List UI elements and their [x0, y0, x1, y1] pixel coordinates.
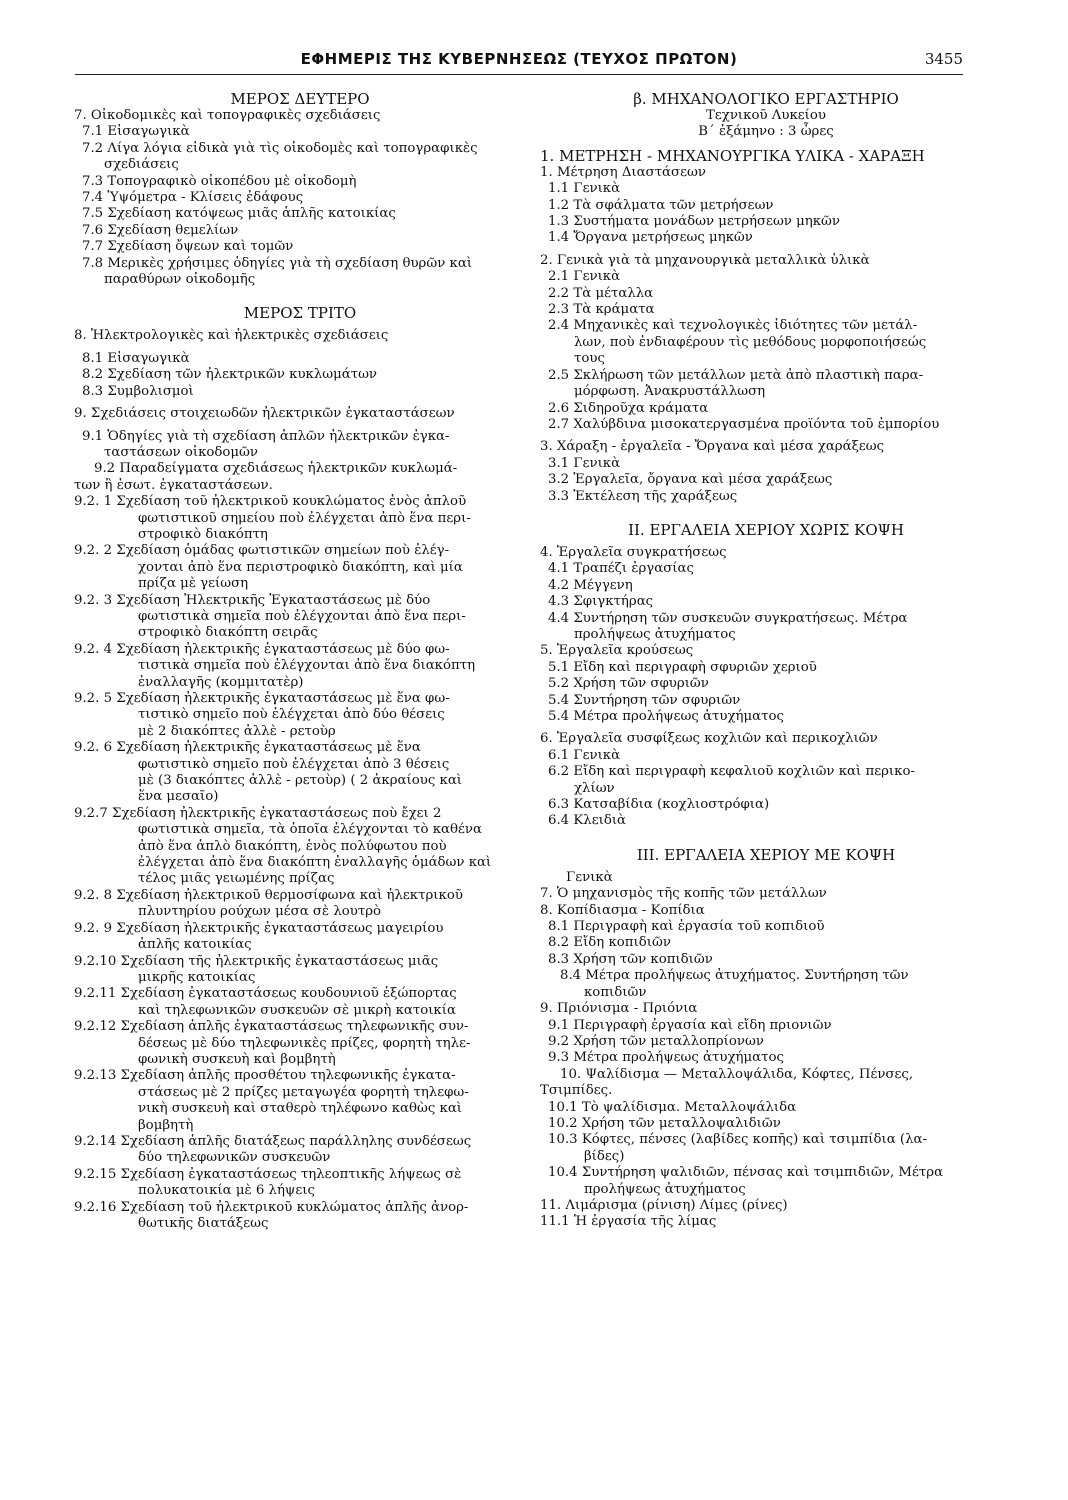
- toc-line: 8.2 Εἴδη κοπιδιῶν: [548, 935, 671, 951]
- section-heading: 1. ΜΕΤΡΗΣΗ - ΜΗΧΑΝΟΥΡΓΙΚΑ ΥΛΙΚΑ - ΧΑΡΑΞΗ: [540, 146, 925, 165]
- toc-line: 9.2.11 Σχεδίαση ἐγκαταστάσεως κουδουνιοῦ ἐξώπορτας: [74, 986, 457, 1002]
- toc-line: Β΄ ἐξάμηνο : 3 ὧρες: [698, 124, 834, 140]
- toc-line: 9.2.14 Σχεδίαση ἁπλῆς διατάξεως παράλληλης συνδέσεως: [74, 1133, 472, 1149]
- toc-line: 9.2. 3 Σχεδίαση Ἠλεκτρικῆς Ἐγκαταστάσεως μὲ δύο: [74, 592, 431, 608]
- toc-line: 3.3 Ἐκτέλεση τῆς χαράξεως: [548, 488, 738, 504]
- toc-line: ἁπλῆς κατοικίας: [138, 937, 252, 953]
- toc-line: 2.1 Γενικὰ: [548, 269, 621, 285]
- toc-line: 7. Οἰκοδομικὲς καὶ τοπογραφικὲς σχεδιάσεις: [74, 108, 381, 123]
- toc-line: Τεχνικοῦ Λυκείου: [706, 108, 826, 123]
- toc-line: 5.4 Μέτρα προλήψεως ἀτυχήματος: [548, 709, 784, 724]
- toc-line: 2.5 Σκλήρωση τῶν μετάλλων μετὰ ἀπὸ πλαστικὴ παρα-: [548, 367, 924, 383]
- toc-line: 4.2 Μέγγενη: [548, 577, 633, 593]
- toc-line: 2.7 Χαλύβδινα μισοκατεργασμένα προϊόντα τοῦ ἐμπορίου: [548, 416, 940, 432]
- right-column: [540, 90, 992, 1231]
- toc-line: 2.4 Μηχανικὲς καὶ τεχνολογικὲς ἰδιότητες τῶν μετάλ-: [548, 318, 918, 334]
- toc-line: 5.4 Συντήρηση τῶν σφυριῶν: [548, 692, 741, 708]
- toc-line: 10.3 Κόφτες, πένσες (λαβίδες κοπῆς) καὶ τσιμπίδια (λα-: [548, 1132, 928, 1148]
- toc-line: τιστικὰ σημεῖα ποὺ ἐλέγχονται ἀπὸ ἕνα διακόπτη: [138, 658, 476, 674]
- toc-line: καὶ τηλεφωνικῶν συσκευῶν σὲ μικρὴ κατοικία: [138, 1002, 456, 1018]
- toc-line: Γενικὰ: [566, 869, 613, 885]
- toc-line: τιστικὸ σημεῖο ποὺ ἐλέγχεται ἀπὸ δύο θέσεις: [138, 707, 445, 723]
- toc-line: τέλος μιᾶς γειωμένης πρίζας: [138, 871, 335, 887]
- gazette-title: ΕΦΗΜΕΡΙΣ ΤΗΣ ΚΥΒΕΡΝΗΣΕΩΣ (ΤΕΥΧΟΣ ΠΡΩΤΟΝ): [300, 50, 738, 68]
- toc-line: 10.4 Συντήρηση ψαλιδιῶν, πένσας καὶ τσιμπιδιῶν, Μέτρα: [548, 1165, 944, 1181]
- toc-line: στάσεως μὲ 2 πρίζες μεταγωγέα φορητὴ τηλεφω-: [138, 1084, 469, 1100]
- toc-line: φωτιστικὰ σημεῖα ποὺ ἐλέγχονται ἀπὸ ἕνα περι-: [138, 608, 466, 624]
- toc-line: 11.1 Ἡ ἐργασία τῆς λίμας: [540, 1214, 717, 1230]
- toc-line: 2.3 Τὰ κράματα: [548, 302, 655, 318]
- toc-line: 1.3 Συστήματα μονάδων μετρήσεων μηκῶν: [548, 214, 840, 230]
- toc-line: 10.1 Τὸ ψαλίδισμα. Μεταλλοψάλιδα: [548, 1099, 797, 1115]
- toc-line: 9.2.16 Σχεδίαση τοῦ ἠλεκτρικοῦ κυκλώματος ἁπλῆς ἀνορ-: [74, 1199, 469, 1215]
- toc-line: μὲ 2 διακόπτες ἀλλὲ - ρετοὺρ: [138, 723, 336, 739]
- toc-line: 11. Λιμάρισμα (ρίνιση) Λίμες (ρίνες): [540, 1197, 788, 1213]
- section-heading: ΜΕΡΟΣ ΔΕΥΤΕΡΟ: [230, 90, 370, 108]
- toc-line: 2.2 Τὰ μέταλλα: [548, 285, 654, 301]
- toc-line: 7.2 Λίγα λόγια εἰδικὰ γιὰ τὶς οἰκοδομὲς καὶ τοπογραφικὲς: [82, 140, 478, 156]
- toc-line: μόρφωση. Ἀνακρυστάλλωση: [574, 384, 766, 400]
- toc-line: 3.1 Γενικὰ: [548, 455, 621, 471]
- toc-line: 9.2 Χρήση τῶν μεταλλοπρίονων: [548, 1033, 764, 1049]
- toc-line: 6. Ἐργαλεῖα συσφίξεως κοχλιῶν καὶ περικοχλιῶν: [540, 731, 878, 747]
- toc-line: 4. Ἐργαλεῖα συγκρατήσεως: [540, 544, 727, 560]
- toc-line: φωνικὴ συσκευὴ καὶ βομβητὴ: [138, 1051, 336, 1067]
- toc-line: μικρῆς κατοικίας: [138, 969, 256, 985]
- toc-line: φωτιστικοῦ σημείου ποὺ ἐλέγχεται ἀπὸ ἕνα περι-: [138, 510, 471, 526]
- toc-line: 8. Ἠλεκτρολογικὲς καὶ ἠλεκτρικὲς σχεδιάσεις: [74, 328, 389, 344]
- section-heading: β. ΜΗΧΑΝΟΛΟΓΙΚΟ ΕΡΓΑΣΤΗΡΙΟ: [633, 90, 899, 108]
- toc-line: 4.3 Σφιγκτήρας: [548, 594, 654, 610]
- section-heading: ΙΙ. ΕΡΓΑΛΕΙΑ ΧΕΡΙΟΥ ΧΩΡΙΣ ΚΟΨΗ: [628, 520, 904, 539]
- toc-line: χονται ἀπὸ ἕνα περιστροφικὸ διακόπτη, καὶ μία: [138, 559, 463, 575]
- toc-line: 8.1 Εἰσαγωγικὰ: [82, 350, 190, 366]
- toc-line: 1.4 Ὄργανα μετρήσεως μηκῶν: [548, 230, 753, 246]
- toc-line: 7.4 Ὑψόμετρα - Κλίσεις ἐδάφους: [82, 190, 304, 206]
- toc-line: παραθύρων οἰκοδομῆς: [104, 272, 256, 288]
- page-header: [75, 48, 963, 75]
- toc-line: χλίων: [574, 780, 615, 796]
- toc-line: πλυντηρίου ρούχων μέσα σὲ λουτρὸ: [138, 904, 382, 920]
- toc-line: 9.2. 5 Σχεδίαση ἠλεκτρικῆς ἐγκαταστάσεως μὲ ἕνα φω-: [74, 691, 450, 706]
- toc-line: 1. Μέτρηση Διαστάσεων: [540, 164, 706, 180]
- toc-line: δέσεως μὲ δύο τηλεφωνικὲς πρίζες, φορητὴ τηλε-: [138, 1035, 471, 1051]
- toc-line: 7.1 Εἰσαγωγικὰ: [82, 124, 190, 140]
- toc-line: 9.2. 1 Σχεδίαση τοῦ ἠλεκτρικοῦ κουκλώματος ἑνὸς ἁπλοῦ: [74, 494, 467, 510]
- toc-line: 2.6 Σιδηροῦχα κράματα: [548, 400, 709, 416]
- toc-line: 9.2.12 Σχεδίαση ἁπλῆς ἐγκαταστάσεως τηλεφωνικῆς συν-: [74, 1019, 469, 1035]
- toc-line: προλήψεως ἀτυχήματος: [574, 626, 736, 642]
- toc-line: 7. Ὁ μηχανισμὸς τῆς κοπῆς τῶν μετάλλων: [540, 886, 827, 902]
- toc-line: μὲ (3 διακόπτες ἀλλὲ - ρετοὺρ) ( 2 ἀκραίους καὶ: [138, 773, 463, 789]
- toc-line: 8.3 Χρήση τῶν κοπιδιῶν: [548, 951, 713, 967]
- toc-line: 8.1 Περιγραφὴ καὶ ἐργασία τοῦ κοπιδιοῦ: [548, 919, 825, 935]
- toc-line: δύο τηλεφωνικῶν συσκευῶν: [138, 1150, 331, 1166]
- toc-line: 9.2. 4 Σχεδίαση ἠλεκτρικῆς ἐγκαταστάσεως μὲ δύο φω-: [74, 641, 450, 657]
- toc-line: ταστάσεων οἰκοδομῶν: [104, 444, 258, 460]
- toc-line: τους: [574, 351, 605, 367]
- toc-line: στροφικὸ διακόπτη: [138, 526, 268, 542]
- toc-line: 5. Ἐργαλεῖα κρούσεως: [540, 643, 694, 659]
- toc-line: 9.2.10 Σχεδίαση τῆς ἠλεκτρικῆς ἐγκαταστάσεως μιᾶς: [74, 953, 439, 969]
- toc-line: 9.2.13 Σχεδίαση ἁπλῆς προσθέτου τηλεφωνικῆς ἐγκατα-: [74, 1068, 456, 1084]
- toc-line: ἐλέγχεται ἀπὸ ἕνα διακόπτη ἐναλλαγῆς ὁμάδων καὶ: [138, 855, 492, 871]
- toc-line: 9. Σχεδιάσεις στοιχειωδῶν ἠλεκτρικῶν ἐγκαταστάσεων: [74, 406, 455, 422]
- toc-line: 6.4 Κλειδιὰ: [548, 813, 627, 829]
- toc-line: 9.1 Περιγραφὴ ἐργασία καὶ εἴδη πριονιῶν: [548, 1017, 832, 1033]
- toc-line: σχεδιάσεις: [104, 157, 179, 173]
- toc-line: βομβητὴ: [138, 1117, 194, 1133]
- toc-line: 9.2.15 Σχεδίαση ἐγκαταστάσεως τηλεοπτικῆς λήψεως σὲ: [74, 1166, 462, 1182]
- toc-line: 9.1 Ὁδηγίες γιὰ τὴ σχεδίαση ἁπλῶν ἠλεκτρικῶν ἐγκα-: [82, 428, 450, 444]
- toc-line: πρίζα μὲ γείωση: [138, 576, 249, 592]
- toc-line: θωτικῆς διατάξεως: [138, 1216, 269, 1231]
- toc-line: πολυκατοικία μὲ 6 λήψεις: [138, 1183, 315, 1199]
- toc-line: 9. Πριόνισμα - Πριόνια: [540, 1001, 698, 1017]
- toc-line: λων, ποὺ ἐνδιαφέρουν τὶς μεθόδους μορφοποιήσεώς: [574, 334, 927, 350]
- toc-line: 9.2.7 Σχεδίαση ἠλεκτρικῆς ἐγκαταστάσεως ποὺ ἔχει 2: [74, 805, 442, 821]
- toc-line: 6.2 Εἴδη καὶ περιγραφὴ κεφαλιοῦ κοχλιῶν καὶ περικο-: [548, 764, 915, 780]
- toc-line: 8.4 Μέτρα προλήψεως ἀτυχήματος. Συντήρηση τῶν: [560, 968, 909, 984]
- toc-line: 6.3 Κατσαβίδια (κοχλιοστρόφια): [548, 797, 770, 813]
- toc-line: 3. Χάραξη - ἐργαλεῖα - Ὄργανα καὶ μέσα χαράξεως: [540, 439, 885, 455]
- left-column: [74, 90, 526, 1232]
- toc-line: 1.2 Τὰ σφάλματα τῶν μετρήσεων: [548, 197, 774, 213]
- toc-line: στροφικὸ διακόπτη σειρᾶς: [138, 625, 318, 641]
- page-number: 3455: [924, 50, 963, 68]
- toc-line: 1.1 Γενικὰ: [548, 181, 621, 197]
- toc-line: 10.2 Χρήση τῶν μεταλλοψαλιδιῶν: [548, 1115, 781, 1131]
- toc-line: 7.7 Σχεδίαση ὄψεων καὶ τομῶν: [82, 239, 294, 255]
- toc-line: φωτιστικὰ σημεῖα, τὰ ὁποῖα ἐλέγχονται τὸ καθένα: [138, 822, 482, 838]
- toc-line: Τσιμπίδες.: [540, 1083, 613, 1099]
- section-heading: ΙΙΙ. ΕΡΓΑΛΕΙΑ ΧΕΡΙΟΥ ΜΕ ΚΟΨΗ: [636, 845, 896, 864]
- toc-line: νικὴ συσκευὴ καὶ σταθερὸ τηλέφωνο καθὼς καὶ: [138, 1101, 463, 1117]
- toc-line: 5.1 Εἴδη καὶ περιγραφὴ σφυριῶν χεριοῦ: [548, 659, 817, 675]
- toc-line: 2. Γενικὰ γιὰ τὰ μηχανουργικὰ μεταλλικὰ ὑλικὰ: [540, 252, 870, 268]
- toc-line: 8.3 Συμβολισμοὶ: [82, 383, 194, 399]
- toc-line: 4.1 Τραπέζι ἐργασίας: [548, 561, 694, 577]
- toc-line: 9.2. 8 Σχεδίαση ἠλεκτρικοῦ θερμοσίφωνα καὶ ἠλεκτρικοῦ: [74, 887, 463, 903]
- toc-line: των ἢ ἐσωτ. ἐγκαταστάσεων.: [74, 477, 273, 493]
- toc-line: προλήψεως ἀτυχήματος: [584, 1181, 746, 1197]
- toc-line: κοπιδιῶν: [584, 984, 647, 1000]
- toc-line: ἐναλλαγῆς (κομμιτατὲρ): [138, 674, 304, 690]
- section-heading: ΜΕΡΟΣ ΤΡΙΤΟ: [243, 304, 357, 323]
- toc-line: 9.3 Μέτρα προλήψεως ἀτυχήματος: [548, 1050, 784, 1066]
- toc-line: 3.2 Ἐργαλεῖα, ὄργανα καὶ μέσα χαράξεως: [548, 472, 833, 488]
- toc-line: 9.2. 2 Σχεδίαση ὁμάδας φωτιστικῶν σημείων ποὺ ἐλέγ-: [74, 543, 450, 559]
- toc-line: 7.8 Μερικὲς χρήσιμες ὁδηγίες γιὰ τὴ σχεδίαση θυρῶν καὶ: [82, 255, 473, 271]
- toc-line: φωτιστικὸ σημεῖο ποὺ ἐλέγχεται ἀπὸ 3 θέσεις: [138, 756, 450, 772]
- toc-line: ἕνα μεσαῖο): [138, 789, 219, 805]
- toc-line: 6.1 Γενικὰ: [548, 747, 621, 763]
- toc-line: ἀπὸ ἕνα ἁπλὸ διακόπτη, ἑνὸς πολύφωτου ποὺ: [138, 838, 447, 854]
- toc-line: 7.3 Τοπογραφικὸ οἰκοπέδου μὲ οἰκοδομὴ: [82, 173, 357, 189]
- toc-line: 8.2 Σχεδίαση τῶν ἠλεκτρικῶν κυκλωμάτων: [82, 367, 378, 383]
- toc-line: 9.2. 9 Σχεδίαση ἠλεκτρικῆς ἐγκαταστάσεως μαγειρίου: [74, 920, 444, 936]
- toc-line: 10. Ψαλίδισμα — Μεταλλοψάλιδα, Κόφτες, Πένσες,: [560, 1066, 914, 1082]
- toc-line: βίδες): [584, 1148, 625, 1164]
- toc-line: 9.2 Παραδείγματα σχεδιάσεως ἠλεκτρικῶν κυκλωμά-: [94, 461, 458, 477]
- toc-line: 7.5 Σχεδίαση κατόψεως μιᾶς ἁπλῆς κατοικίας: [82, 206, 396, 222]
- toc-line: 4.4 Συντήρηση τῶν συσκευῶν συγκρατήσεως. Μέτρα: [548, 610, 908, 626]
- toc-line: 9.2. 6 Σχεδίαση ἠλεκτρικῆς ἐγκαταστάσεως μὲ ἕνα: [74, 740, 421, 756]
- toc-line: 5.2 Χρήση τῶν σφυριῶν: [548, 676, 709, 692]
- toc-line: 7.6 Σχεδίαση θεμελίων: [82, 222, 239, 238]
- toc-line: 8. Κοπίδιασμα - Κοπίδια: [540, 902, 705, 918]
